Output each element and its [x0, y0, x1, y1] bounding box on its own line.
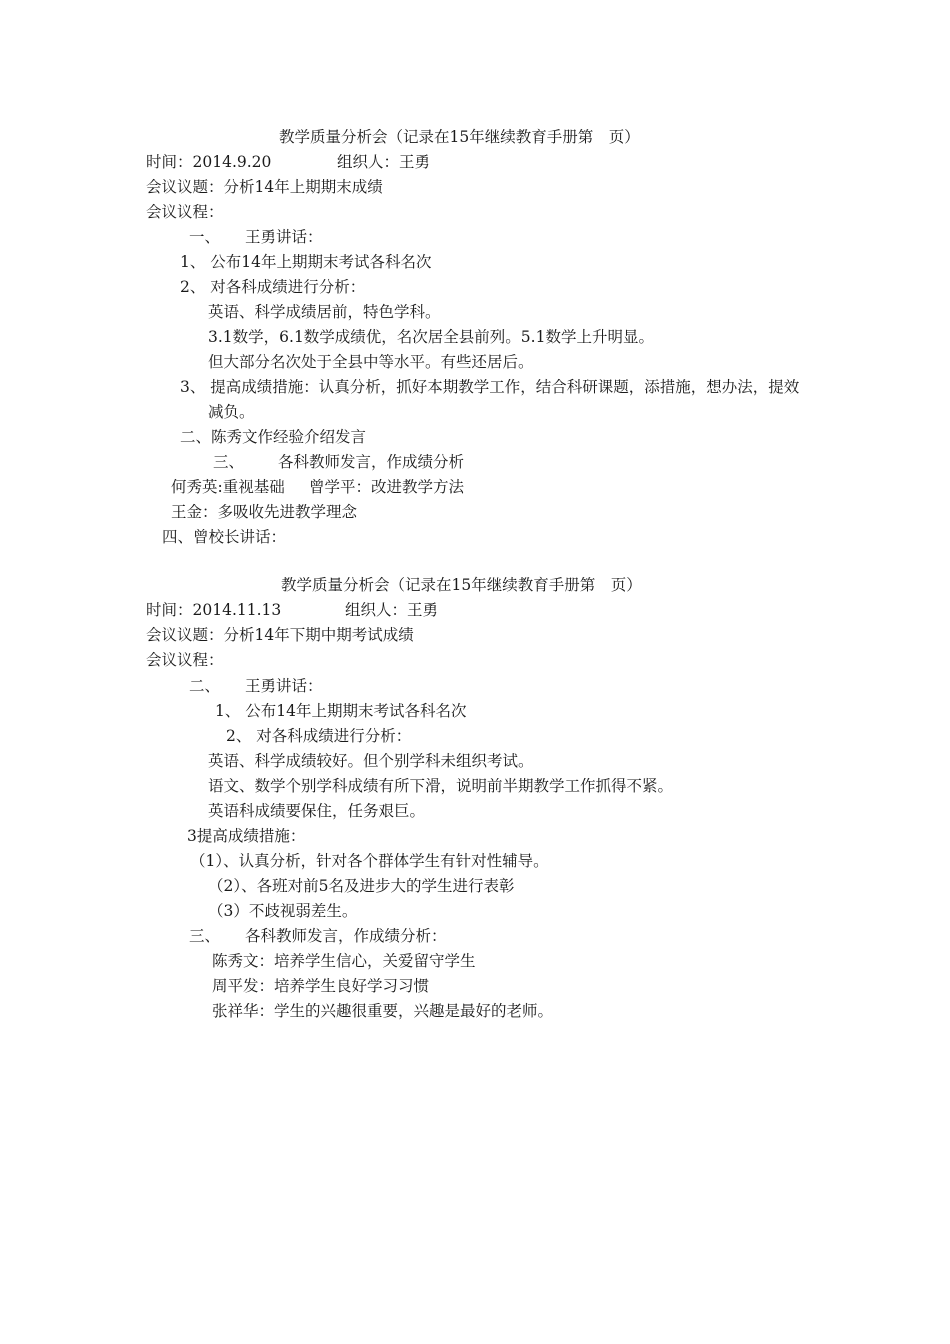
meeting1-section2: 二、陈秀文作经验介绍发言 — [180, 428, 367, 446]
meeting2-analysis3: 英语科成绩要保住，任务艰巨。 — [208, 802, 426, 820]
meeting1-section3-number: 三、 — [213, 453, 245, 471]
meeting2-title: 教学质量分析会（记录在15年继续教育手册第 页） — [281, 576, 642, 594]
meeting1-item3: 3、 提高成绩措施：认真分析，抓好本期教学工作，结合科研课题，添措施，想办法，提效 — [180, 378, 800, 396]
meeting2-teacher3: 张祥华：学生的兴趣很重要，兴趣是最好的老师。 — [212, 1002, 554, 1020]
meeting2-time: 时间：2014.11.13 — [146, 601, 282, 619]
meeting2-measure1: （1）、认真分析，针对各个群体学生有针对性辅导。 — [190, 852, 549, 870]
meeting1-teacher1a: 何秀英:重视基础 — [171, 478, 285, 496]
meeting2-section1-text: 王勇讲话： — [245, 677, 323, 695]
meeting2-teacher2: 周平发：培养学生良好学习习惯 — [212, 977, 430, 995]
meeting1-section1-number: 一、 — [189, 228, 221, 246]
meeting1-analysis2: 3.1数学，6.1数学成绩优，名次居全县前列。5.1数学上升明显。 — [208, 328, 654, 346]
meeting1-section4: 四、曾校长讲话： — [162, 528, 287, 546]
meeting1-topic: 会议议题：分析14年上期期末成绩 — [146, 178, 383, 196]
meeting1-agenda-label: 会议议程： — [146, 203, 224, 221]
meeting1-teacher1b: 曾学平：改进教学方法 — [309, 478, 465, 496]
meeting2-section3-number: 三、 — [189, 927, 221, 945]
meeting1-time: 时间：2014.9.20 — [146, 153, 272, 171]
meeting1-analysis1: 英语、科学成绩居前，特色学科。 — [208, 303, 441, 321]
meeting1-item3-cont: 减负。 — [208, 403, 255, 421]
meeting1-section1-text: 王勇讲话： — [245, 228, 323, 246]
meeting2-item2: 2、 对各科成绩进行分析： — [226, 727, 412, 745]
meeting2-topic: 会议议题：分析14年下期中期考试成绩 — [146, 626, 414, 644]
meeting1-title: 教学质量分析会（记录在15年继续教育手册第 页） — [279, 128, 640, 146]
meeting1-item1: 1、 公布14年上期期末考试各科名次 — [180, 253, 432, 271]
meeting2-analysis2: 语文、数学个别学科成绩有所下滑，说明前半期教学工作抓得不紧。 — [208, 777, 674, 795]
meeting1-analysis3: 但大部分名次处于全县中等水平。有些还居后。 — [208, 353, 534, 371]
meeting1-teacher2: 王金：多吸收先进教学理念 — [171, 503, 358, 521]
meeting1-organizer: 组织人：王勇 — [337, 153, 431, 171]
meeting2-section3-text: 各科教师发言，作成绩分析： — [245, 927, 447, 945]
meeting2-teacher1: 陈秀文：培养学生信心，关爱留守学生 — [212, 952, 476, 970]
meeting2-measures-heading: 3提高成绩措施： — [187, 827, 306, 845]
meeting2-analysis1: 英语、科学成绩较好。但个别学科未组织考试。 — [208, 752, 534, 770]
meeting2-item1: 1、 公布14年上期期末考试各科名次 — [215, 702, 467, 720]
meeting1-item2: 2、 对各科成绩进行分析： — [180, 278, 366, 296]
meeting2-section1-number: 二、 — [189, 677, 221, 695]
meeting2-measure2: （2）、各班对前5名及进步大的学生进行表彰 — [208, 877, 515, 895]
meeting2-agenda-label: 会议议程： — [146, 651, 224, 669]
meeting2-organizer: 组织人：王勇 — [345, 601, 439, 619]
meeting1-section3-text: 各科教师发言，作成绩分析 — [278, 453, 465, 471]
meeting2-measure3: （3）不歧视弱差生。 — [208, 902, 358, 920]
